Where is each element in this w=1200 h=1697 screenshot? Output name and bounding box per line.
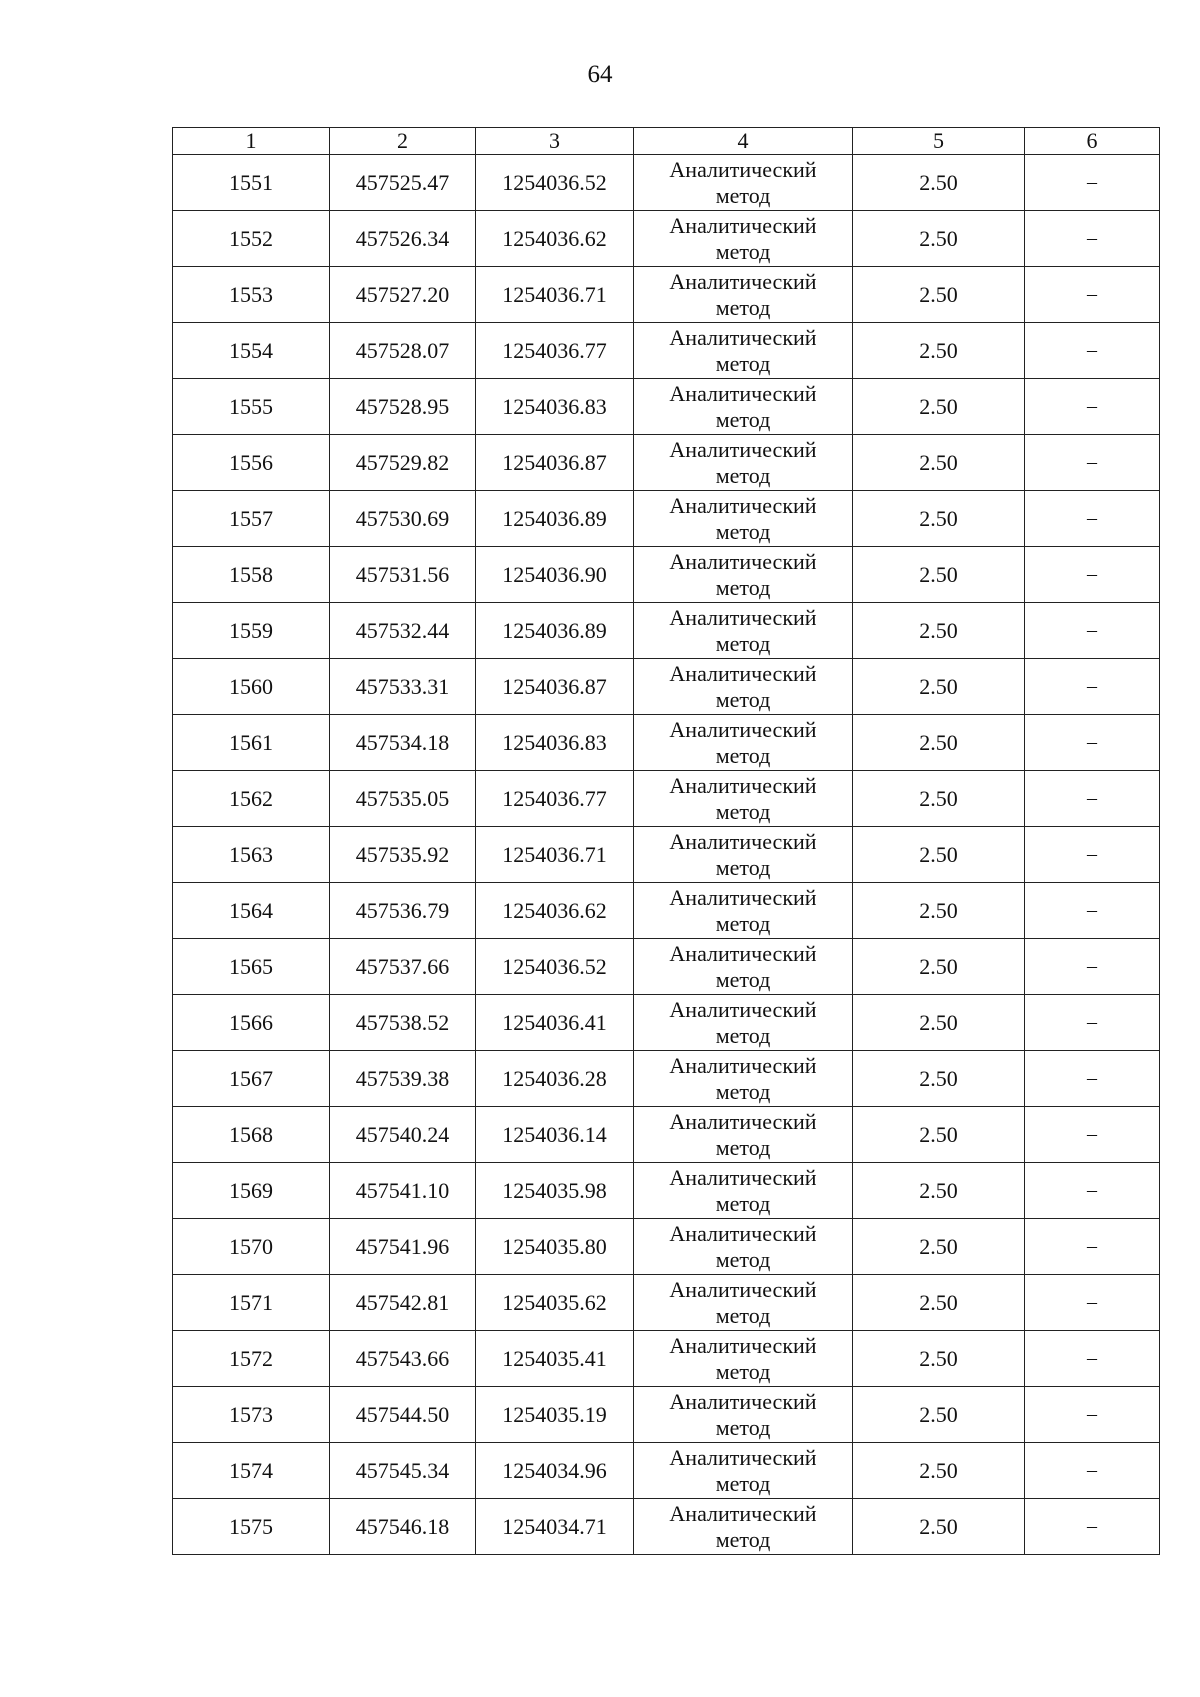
accuracy-cell: 2.50 bbox=[853, 1443, 1025, 1499]
table-row bbox=[173, 715, 1160, 771]
accuracy-cell: 2.50 bbox=[853, 603, 1025, 659]
method-cell bbox=[634, 379, 853, 435]
x-coordinate-cell: 457526.34 bbox=[330, 211, 476, 267]
point-number-cell: 1574 bbox=[173, 1443, 330, 1499]
method-line-1: Аналитический bbox=[669, 1332, 817, 1358]
note-cell: – bbox=[1025, 323, 1160, 379]
x-coordinate-cell: 457535.92 bbox=[330, 827, 476, 883]
method-line-2: метод bbox=[715, 1078, 771, 1104]
y-coordinate-cell: 1254036.41 bbox=[476, 995, 634, 1051]
y-coordinate-cell: 1254036.89 bbox=[476, 491, 634, 547]
header-cell-6: 6 bbox=[1025, 128, 1160, 155]
accuracy-cell: 2.50 bbox=[853, 1331, 1025, 1387]
y-coordinate-cell: 1254035.62 bbox=[476, 1275, 634, 1331]
accuracy-cell: 2.50 bbox=[853, 771, 1025, 827]
point-number-cell: 1566 bbox=[173, 995, 330, 1051]
point-number-cell: 1558 bbox=[173, 547, 330, 603]
y-coordinate-cell: 1254035.98 bbox=[476, 1163, 634, 1219]
note-cell: – bbox=[1025, 883, 1160, 939]
point-number-cell: 1567 bbox=[173, 1051, 330, 1107]
method-line-1: Аналитический bbox=[669, 1444, 817, 1470]
x-coordinate-cell: 457537.66 bbox=[330, 939, 476, 995]
note-cell: – bbox=[1025, 1331, 1160, 1387]
header-row bbox=[173, 128, 1160, 155]
table-header bbox=[173, 128, 1160, 155]
method-cell bbox=[634, 771, 853, 827]
header-cell-3: 3 bbox=[476, 128, 634, 155]
table-row bbox=[173, 1051, 1160, 1107]
x-coordinate-cell: 457527.20 bbox=[330, 267, 476, 323]
table-row bbox=[173, 827, 1160, 883]
x-coordinate-cell: 457539.38 bbox=[330, 1051, 476, 1107]
point-number-cell: 1569 bbox=[173, 1163, 330, 1219]
method-line-1: Аналитический bbox=[669, 716, 817, 742]
y-coordinate-cell: 1254036.62 bbox=[476, 211, 634, 267]
note-cell: – bbox=[1025, 603, 1160, 659]
point-number-cell: 1563 bbox=[173, 827, 330, 883]
point-number-cell: 1556 bbox=[173, 435, 330, 491]
note-cell: – bbox=[1025, 1499, 1160, 1555]
method-line-1: Аналитический bbox=[669, 212, 817, 238]
note-cell: – bbox=[1025, 1051, 1160, 1107]
x-coordinate-cell: 457545.34 bbox=[330, 1443, 476, 1499]
y-coordinate-cell: 1254036.52 bbox=[476, 939, 634, 995]
method-line-2: метод bbox=[715, 462, 771, 488]
x-coordinate-cell: 457529.82 bbox=[330, 435, 476, 491]
method-line-2: метод bbox=[715, 518, 771, 544]
method-line-1: Аналитический bbox=[669, 380, 817, 406]
note-cell: – bbox=[1025, 547, 1160, 603]
accuracy-cell: 2.50 bbox=[853, 547, 1025, 603]
method-line-2: метод bbox=[715, 1302, 771, 1328]
x-coordinate-cell: 457541.10 bbox=[330, 1163, 476, 1219]
y-coordinate-cell: 1254036.71 bbox=[476, 827, 634, 883]
point-number-cell: 1559 bbox=[173, 603, 330, 659]
table-row bbox=[173, 883, 1160, 939]
point-number-cell: 1564 bbox=[173, 883, 330, 939]
accuracy-cell: 2.50 bbox=[853, 1051, 1025, 1107]
point-number-cell: 1575 bbox=[173, 1499, 330, 1555]
point-number-cell: 1553 bbox=[173, 267, 330, 323]
method-line-2: метод bbox=[715, 630, 771, 656]
method-cell bbox=[634, 939, 853, 995]
accuracy-cell: 2.50 bbox=[853, 883, 1025, 939]
table-row bbox=[173, 1443, 1160, 1499]
accuracy-cell: 2.50 bbox=[853, 995, 1025, 1051]
y-coordinate-cell: 1254036.83 bbox=[476, 379, 634, 435]
accuracy-cell: 2.50 bbox=[853, 1387, 1025, 1443]
point-number-cell: 1551 bbox=[173, 155, 330, 211]
method-line-2: метод bbox=[715, 406, 771, 432]
y-coordinate-cell: 1254036.77 bbox=[476, 771, 634, 827]
note-cell: – bbox=[1025, 1219, 1160, 1275]
y-coordinate-cell: 1254036.71 bbox=[476, 267, 634, 323]
table-row bbox=[173, 1499, 1160, 1555]
method-cell bbox=[634, 603, 853, 659]
method-line-2: метод bbox=[715, 1246, 771, 1272]
method-line-2: метод bbox=[715, 1022, 771, 1048]
method-line-2: метод bbox=[715, 1470, 771, 1496]
table-row bbox=[173, 1331, 1160, 1387]
note-cell: – bbox=[1025, 435, 1160, 491]
x-coordinate-cell: 457538.52 bbox=[330, 995, 476, 1051]
header-cell-1: 1 bbox=[173, 128, 330, 155]
accuracy-cell: 2.50 bbox=[853, 1275, 1025, 1331]
x-coordinate-cell: 457546.18 bbox=[330, 1499, 476, 1555]
table-row bbox=[173, 995, 1160, 1051]
note-cell: – bbox=[1025, 939, 1160, 995]
y-coordinate-cell: 1254036.28 bbox=[476, 1051, 634, 1107]
table-row bbox=[173, 1387, 1160, 1443]
method-line-1: Аналитический bbox=[669, 492, 817, 518]
table-row bbox=[173, 771, 1160, 827]
y-coordinate-cell: 1254036.87 bbox=[476, 435, 634, 491]
table-row bbox=[173, 1275, 1160, 1331]
header-cell-2: 2 bbox=[330, 128, 476, 155]
method-cell bbox=[634, 267, 853, 323]
method-line-1: Аналитический bbox=[669, 1388, 817, 1414]
method-cell bbox=[634, 491, 853, 547]
method-cell bbox=[634, 155, 853, 211]
point-number-cell: 1573 bbox=[173, 1387, 330, 1443]
method-cell bbox=[634, 1163, 853, 1219]
x-coordinate-cell: 457540.24 bbox=[330, 1107, 476, 1163]
note-cell: – bbox=[1025, 827, 1160, 883]
method-cell bbox=[634, 995, 853, 1051]
method-line-2: метод bbox=[715, 798, 771, 824]
note-cell: – bbox=[1025, 715, 1160, 771]
table-body bbox=[173, 155, 1160, 1555]
x-coordinate-cell: 457525.47 bbox=[330, 155, 476, 211]
method-line-2: метод bbox=[715, 966, 771, 992]
method-cell bbox=[634, 1219, 853, 1275]
x-coordinate-cell: 457528.95 bbox=[330, 379, 476, 435]
y-coordinate-cell: 1254036.90 bbox=[476, 547, 634, 603]
method-line-1: Аналитический bbox=[669, 1108, 817, 1134]
method-line-2: метод bbox=[715, 1526, 771, 1552]
method-line-1: Аналитический bbox=[669, 156, 817, 182]
method-line-2: метод bbox=[715, 686, 771, 712]
method-line-1: Аналитический bbox=[669, 772, 817, 798]
note-cell: – bbox=[1025, 155, 1160, 211]
note-cell: – bbox=[1025, 1107, 1160, 1163]
method-line-2: метод bbox=[715, 742, 771, 768]
note-cell: – bbox=[1025, 771, 1160, 827]
note-cell: – bbox=[1025, 1163, 1160, 1219]
method-line-2: метод bbox=[715, 1134, 771, 1160]
point-number-cell: 1557 bbox=[173, 491, 330, 547]
y-coordinate-cell: 1254035.19 bbox=[476, 1387, 634, 1443]
method-line-1: Аналитический bbox=[669, 436, 817, 462]
point-number-cell: 1552 bbox=[173, 211, 330, 267]
method-line-1: Аналитический bbox=[669, 1164, 817, 1190]
method-cell bbox=[634, 435, 853, 491]
method-cell bbox=[634, 883, 853, 939]
accuracy-cell: 2.50 bbox=[853, 1163, 1025, 1219]
accuracy-cell: 2.50 bbox=[853, 155, 1025, 211]
y-coordinate-cell: 1254035.41 bbox=[476, 1331, 634, 1387]
coordinates-table bbox=[172, 127, 1160, 1555]
method-line-1: Аналитический bbox=[669, 884, 817, 910]
method-cell bbox=[634, 715, 853, 771]
method-line-1: Аналитический bbox=[669, 1276, 817, 1302]
point-number-cell: 1554 bbox=[173, 323, 330, 379]
method-line-2: метод bbox=[715, 182, 771, 208]
accuracy-cell: 2.50 bbox=[853, 1219, 1025, 1275]
table-row bbox=[173, 267, 1160, 323]
method-line-1: Аналитический bbox=[669, 1220, 817, 1246]
method-cell bbox=[634, 1443, 853, 1499]
accuracy-cell: 2.50 bbox=[853, 435, 1025, 491]
y-coordinate-cell: 1254036.14 bbox=[476, 1107, 634, 1163]
accuracy-cell: 2.50 bbox=[853, 715, 1025, 771]
table-row bbox=[173, 211, 1160, 267]
header-cell-4: 4 bbox=[634, 128, 853, 155]
point-number-cell: 1555 bbox=[173, 379, 330, 435]
accuracy-cell: 2.50 bbox=[853, 491, 1025, 547]
x-coordinate-cell: 457528.07 bbox=[330, 323, 476, 379]
y-coordinate-cell: 1254036.52 bbox=[476, 155, 634, 211]
x-coordinate-cell: 457531.56 bbox=[330, 547, 476, 603]
method-line-2: метод bbox=[715, 1414, 771, 1440]
accuracy-cell: 2.50 bbox=[853, 1499, 1025, 1555]
note-cell: – bbox=[1025, 659, 1160, 715]
table-row bbox=[173, 1107, 1160, 1163]
y-coordinate-cell: 1254036.62 bbox=[476, 883, 634, 939]
point-number-cell: 1568 bbox=[173, 1107, 330, 1163]
note-cell: – bbox=[1025, 267, 1160, 323]
point-number-cell: 1571 bbox=[173, 1275, 330, 1331]
x-coordinate-cell: 457532.44 bbox=[330, 603, 476, 659]
method-cell bbox=[634, 211, 853, 267]
method-line-2: метод bbox=[715, 910, 771, 936]
table-row bbox=[173, 1163, 1160, 1219]
y-coordinate-cell: 1254036.87 bbox=[476, 659, 634, 715]
method-line-1: Аналитический bbox=[669, 940, 817, 966]
y-coordinate-cell: 1254036.89 bbox=[476, 603, 634, 659]
method-cell bbox=[634, 1499, 853, 1555]
x-coordinate-cell: 457543.66 bbox=[330, 1331, 476, 1387]
point-number-cell: 1565 bbox=[173, 939, 330, 995]
page-number: 64 bbox=[587, 61, 613, 88]
note-cell: – bbox=[1025, 1275, 1160, 1331]
method-line-1: Аналитический bbox=[669, 1052, 817, 1078]
method-cell bbox=[634, 827, 853, 883]
method-cell bbox=[634, 1387, 853, 1443]
table-row bbox=[173, 939, 1160, 995]
method-line-2: метод bbox=[715, 350, 771, 376]
x-coordinate-cell: 457544.50 bbox=[330, 1387, 476, 1443]
accuracy-cell: 2.50 bbox=[853, 1107, 1025, 1163]
x-coordinate-cell: 457534.18 bbox=[330, 715, 476, 771]
method-line-2: метод bbox=[715, 854, 771, 880]
accuracy-cell: 2.50 bbox=[853, 379, 1025, 435]
table-row bbox=[173, 659, 1160, 715]
method-cell bbox=[634, 323, 853, 379]
point-number-cell: 1572 bbox=[173, 1331, 330, 1387]
note-cell: – bbox=[1025, 491, 1160, 547]
point-number-cell: 1570 bbox=[173, 1219, 330, 1275]
y-coordinate-cell: 1254035.80 bbox=[476, 1219, 634, 1275]
table-row bbox=[173, 603, 1160, 659]
method-line-1: Аналитический bbox=[669, 604, 817, 630]
x-coordinate-cell: 457533.31 bbox=[330, 659, 476, 715]
point-number-cell: 1562 bbox=[173, 771, 330, 827]
accuracy-cell: 2.50 bbox=[853, 659, 1025, 715]
method-line-2: метод bbox=[715, 1190, 771, 1216]
method-line-2: метод bbox=[715, 1358, 771, 1384]
method-line-1: Аналитический bbox=[669, 1500, 817, 1526]
method-line-2: метод bbox=[715, 294, 771, 320]
y-coordinate-cell: 1254036.77 bbox=[476, 323, 634, 379]
header-cell-5: 5 bbox=[853, 128, 1025, 155]
method-line-1: Аналитический bbox=[669, 996, 817, 1022]
note-cell: – bbox=[1025, 1443, 1160, 1499]
table-row bbox=[173, 1219, 1160, 1275]
note-cell: – bbox=[1025, 379, 1160, 435]
accuracy-cell: 2.50 bbox=[853, 267, 1025, 323]
table-row bbox=[173, 379, 1160, 435]
method-line-1: Аналитический bbox=[669, 268, 817, 294]
method-cell bbox=[634, 547, 853, 603]
y-coordinate-cell: 1254036.83 bbox=[476, 715, 634, 771]
method-line-1: Аналитический bbox=[669, 548, 817, 574]
method-line-1: Аналитический bbox=[669, 660, 817, 686]
y-coordinate-cell: 1254034.71 bbox=[476, 1499, 634, 1555]
note-cell: – bbox=[1025, 995, 1160, 1051]
method-line-1: Аналитический bbox=[669, 828, 817, 854]
method-cell bbox=[634, 1107, 853, 1163]
point-number-cell: 1561 bbox=[173, 715, 330, 771]
method-cell bbox=[634, 1051, 853, 1107]
table-row bbox=[173, 155, 1160, 211]
x-coordinate-cell: 457536.79 bbox=[330, 883, 476, 939]
method-line-2: метод bbox=[715, 238, 771, 264]
x-coordinate-cell: 457542.81 bbox=[330, 1275, 476, 1331]
x-coordinate-cell: 457541.96 bbox=[330, 1219, 476, 1275]
x-coordinate-cell: 457530.69 bbox=[330, 491, 476, 547]
method-cell bbox=[634, 659, 853, 715]
table-row bbox=[173, 491, 1160, 547]
point-number-cell: 1560 bbox=[173, 659, 330, 715]
x-coordinate-cell: 457535.05 bbox=[330, 771, 476, 827]
table-row bbox=[173, 435, 1160, 491]
accuracy-cell: 2.50 bbox=[853, 211, 1025, 267]
method-line-1: Аналитический bbox=[669, 324, 817, 350]
table-row bbox=[173, 323, 1160, 379]
note-cell: – bbox=[1025, 211, 1160, 267]
accuracy-cell: 2.50 bbox=[853, 323, 1025, 379]
method-cell bbox=[634, 1275, 853, 1331]
note-cell: – bbox=[1025, 1387, 1160, 1443]
y-coordinate-cell: 1254034.96 bbox=[476, 1443, 634, 1499]
table-row bbox=[173, 547, 1160, 603]
method-line-2: метод bbox=[715, 574, 771, 600]
accuracy-cell: 2.50 bbox=[853, 827, 1025, 883]
accuracy-cell: 2.50 bbox=[853, 939, 1025, 995]
method-cell bbox=[634, 1331, 853, 1387]
